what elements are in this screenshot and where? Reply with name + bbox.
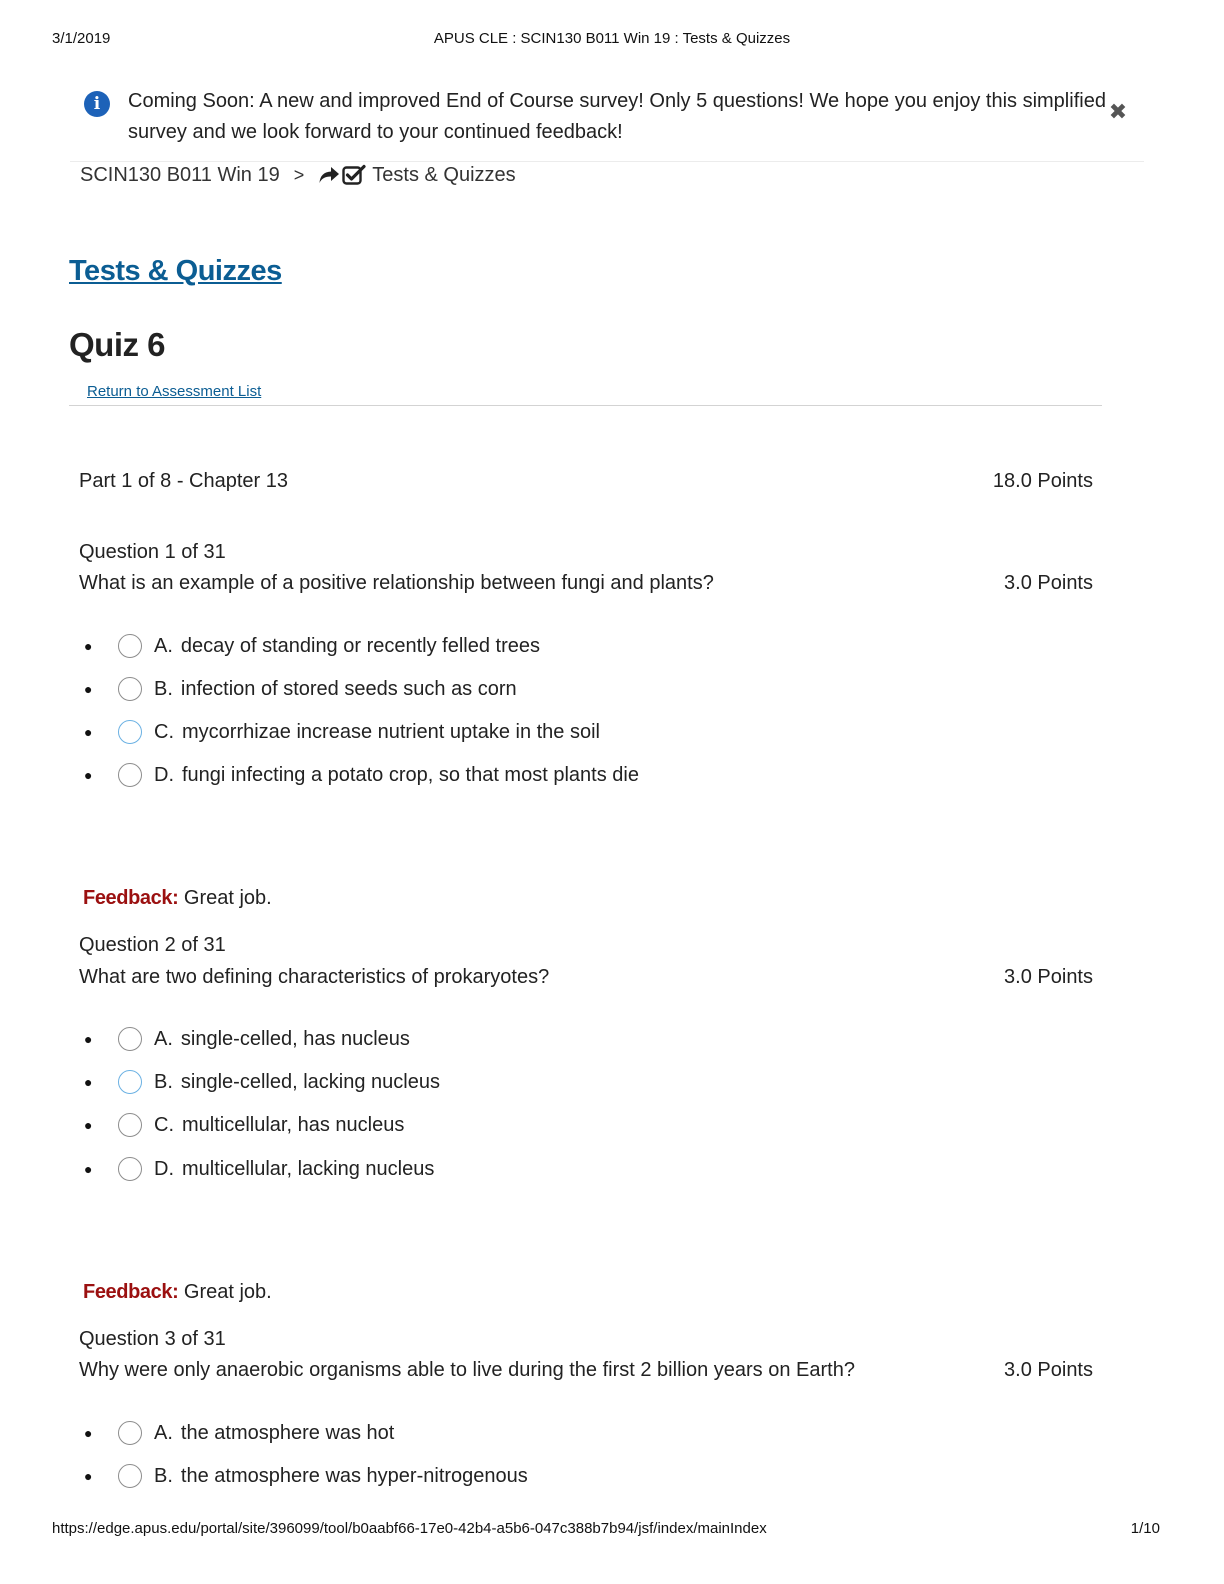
share-arrow-icon — [318, 165, 340, 185]
bullet: ● — [84, 1161, 93, 1177]
option-text: multicellular, has nucleus — [182, 1113, 405, 1136]
info-icon: i — [84, 91, 110, 117]
question-text: What are two defining characteristics of prokaryotes? — [79, 966, 550, 988]
question-text: Why were only anaerobic organisms able to live during the first 2 billion years on Earth? — [79, 1359, 855, 1381]
bullet: ● — [84, 1074, 93, 1090]
close-icon[interactable]: ✖ — [1108, 99, 1128, 124]
breadcrumb-separator: > — [293, 164, 305, 185]
print-url: https://edge.apus.edu/portal/site/396099/tool/b0aabf66-17e0-42b4-a5b6-047c388b7b94/jsf/index/mainIndex — [52, 1520, 767, 1537]
question-text: What is an example of a positive relationship between fungi and plants? — [79, 572, 714, 594]
print-page-title: APUS CLE : SCIN130 B011 Win 19 : Tests & Quizzes — [433, 30, 791, 47]
question-number: Question 1 of 31 — [79, 541, 226, 563]
option-letter: B. — [154, 677, 173, 700]
radio-button[interactable] — [118, 1070, 142, 1094]
feedback — [83, 1281, 272, 1304]
answer-option — [84, 1025, 410, 1053]
announcement-text: Coming Soon: A new and improved End of Course survey! Only 5 questions! We hope you enjoy this simplified survey and we look forward to your continued feedback! — [128, 90, 1106, 143]
radio-button[interactable] — [118, 634, 142, 658]
tool-title-link[interactable]: Tests & Quizzes — [69, 255, 282, 287]
answer-option — [84, 1068, 440, 1096]
bullet: ● — [84, 638, 93, 654]
announcement-banner — [70, 84, 1144, 162]
radio-button[interactable] — [118, 1464, 142, 1488]
option-letter: A. — [154, 1421, 173, 1444]
answer-option — [84, 761, 639, 789]
answer-option — [84, 718, 600, 746]
answer-option — [84, 1111, 404, 1139]
print-date: 3/1/2019 — [52, 30, 111, 47]
answer-option — [84, 632, 540, 660]
radio-button[interactable] — [118, 1421, 142, 1445]
divider — [69, 405, 1102, 406]
option-text: single-celled, lacking nucleus — [180, 1070, 440, 1093]
part-points: 18.0 Points — [992, 470, 1093, 492]
question-points: 3.0 Points — [1004, 966, 1093, 988]
bullet: ● — [84, 1468, 93, 1484]
checkbox-checked-icon — [342, 164, 366, 186]
radio-button[interactable] — [118, 1027, 142, 1051]
option-text: decay of standing or recently felled trees — [180, 634, 540, 657]
radio-button[interactable] — [118, 1113, 142, 1137]
option-text: single-celled, has nucleus — [180, 1027, 410, 1050]
bullet: ● — [84, 681, 93, 697]
bullet: ● — [84, 1425, 93, 1441]
option-letter: A. — [154, 634, 173, 657]
part-title: Part 1 of 8 - Chapter 13 — [79, 470, 289, 492]
answer-option — [84, 1462, 528, 1490]
answer-option — [84, 675, 517, 703]
radio-button[interactable] — [118, 677, 142, 701]
radio-button[interactable] — [118, 1157, 142, 1181]
option-letter: B. — [154, 1464, 173, 1487]
bullet: ● — [84, 767, 93, 783]
option-text: infection of stored seeds such as corn — [180, 677, 517, 700]
option-letter: D. — [154, 1157, 174, 1180]
option-text: the atmosphere was hot — [180, 1421, 395, 1444]
option-letter: B. — [154, 1070, 173, 1093]
bullet: ● — [84, 1117, 93, 1133]
radio-button[interactable] — [118, 720, 142, 744]
option-letter: C. — [154, 1113, 174, 1136]
answer-option — [84, 1155, 434, 1183]
option-text: the atmosphere was hyper-nitrogenous — [180, 1464, 528, 1487]
feedback-label: Feedback: — [83, 1281, 179, 1303]
option-letter: C. — [154, 720, 174, 743]
bullet: ● — [84, 724, 93, 740]
question-points: 3.0 Points — [1004, 572, 1093, 594]
breadcrumb — [80, 161, 516, 189]
breadcrumb-site[interactable]: SCIN130 B011 Win 19 — [80, 163, 280, 186]
tool-icons — [318, 164, 366, 186]
feedback-label: Feedback: — [83, 887, 179, 909]
question-number: Question 2 of 31 — [79, 934, 226, 956]
feedback-text: Great job. — [183, 1281, 272, 1303]
question-number: Question 3 of 31 — [79, 1328, 226, 1350]
answer-option — [84, 1419, 394, 1447]
question-points: 3.0 Points — [1004, 1359, 1093, 1381]
option-text: fungi infecting a potato crop, so that most plants die — [182, 763, 639, 786]
return-to-assessment-list-link[interactable]: Return to Assessment List — [87, 383, 262, 400]
option-text: mycorrhizae increase nutrient uptake in the soil — [182, 720, 600, 743]
option-text: multicellular, lacking nucleus — [182, 1157, 435, 1180]
feedback-text: Great job. — [183, 887, 272, 909]
quiz-title: Quiz 6 — [69, 326, 166, 363]
option-letter: A. — [154, 1027, 173, 1050]
option-letter: D. — [154, 763, 174, 786]
print-page-number: 1/10 — [1130, 1520, 1160, 1537]
breadcrumb-tool: Tests & Quizzes — [372, 163, 516, 186]
radio-button[interactable] — [118, 763, 142, 787]
feedback — [83, 887, 272, 910]
bullet: ● — [84, 1031, 93, 1047]
